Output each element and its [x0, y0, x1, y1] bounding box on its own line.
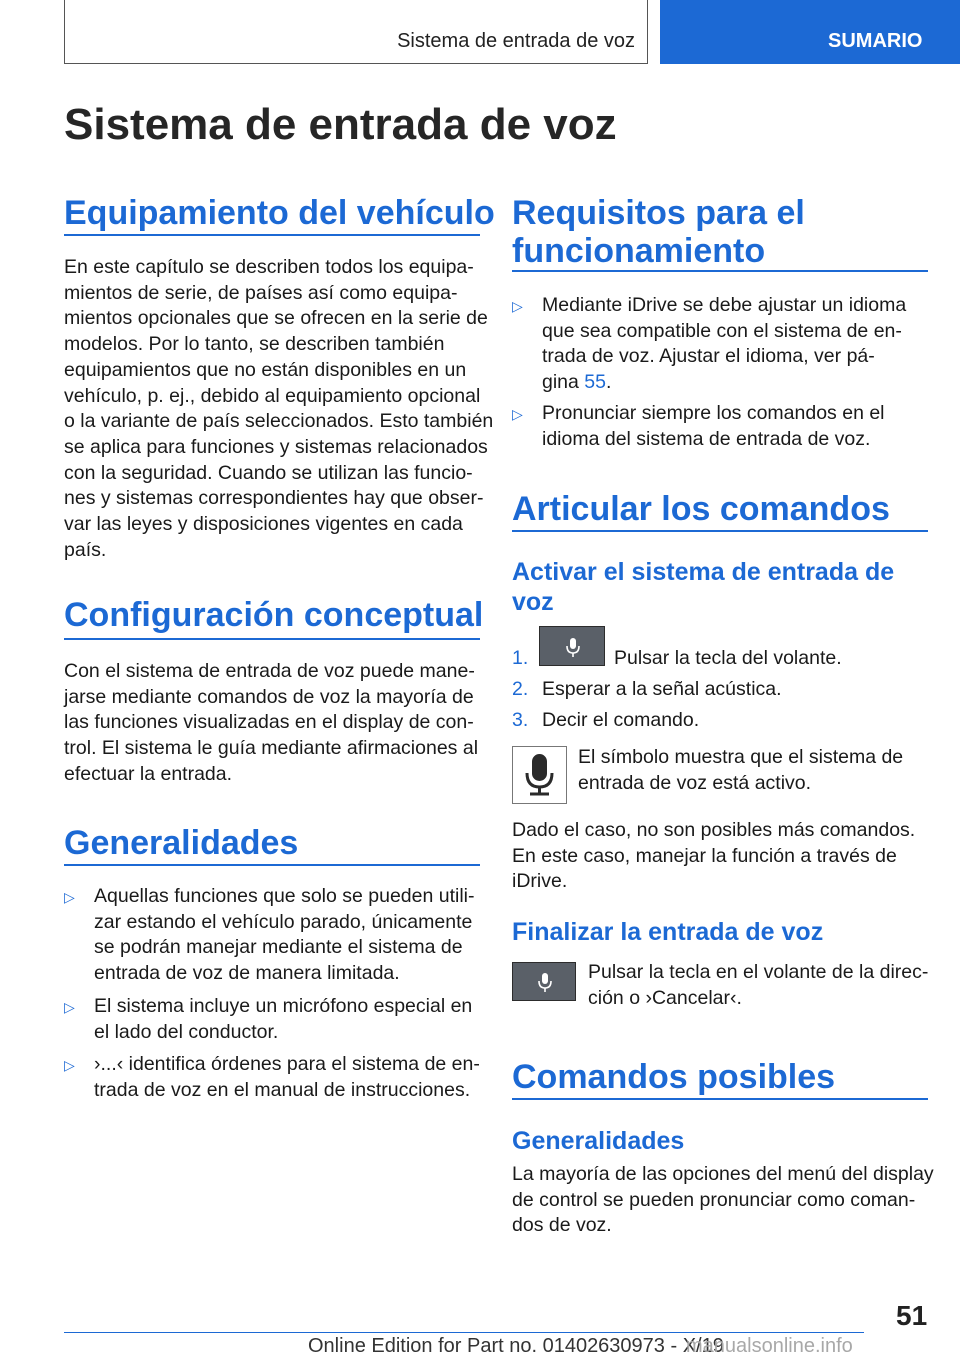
- header-section-box: [64, 0, 648, 64]
- edition-footer: Online Edition for Part no. 01402630973 - X/19: [308, 1335, 724, 1357]
- dado-paragraph: Dado el caso, no son posibles más comandos. En este caso, manejar la función a través de iDrive.: [512, 819, 916, 893]
- generalidades-heading: Generalidades: [64, 824, 299, 862]
- section-rule: [512, 270, 928, 272]
- generalidades-paragraph: La mayoría de las opciones del menú del display de control se pueden pronunciar como coman‐ dos de voz.: [512, 1163, 934, 1237]
- sumario-button[interactable]: [660, 0, 960, 64]
- generalidades-subheading: Generalidades: [512, 1127, 685, 1155]
- page-title: Sistema de entrada de voz: [64, 100, 617, 149]
- page-link[interactable]: 55: [584, 370, 606, 393]
- finalizar-paragraph: Pulsar la tecla en el volante de la direc‐ ción o ›Cancelar‹.: [588, 961, 929, 1009]
- symbol-note: El símbolo muestra que el sistema de entrada de voz está activo.: [578, 746, 904, 794]
- configuracion-heading: Configuración conceptual: [64, 596, 484, 634]
- equipamiento-paragraph: En este capítulo se describen todos los equipa‐ mientos de serie, de países así como equipa‐ mientos opcionales que se ofrecen en la serie de modelos. Por lo tanto, se describen también equipamientos que no están disponibles en un vehículo, p. ej., debido al equipamiento opcional o la variante de país seleccionados. Esto también se aplica para funciones y sistemas relacionados con la seguridad. Cuando se utilizan las funcio‐ nes y sistemas correspondientes hay que obser‐ var las leyes y disposiciones vigentes en cada país.: [64, 256, 494, 561]
- configuracion-paragraph: Con el sistema de entrada de voz puede mane‐ jarse mediante comandos de voz la mayoría de las funciones visualizadas en el display de con‐ trol. El sistema le guía mediante afirmaciones al efectuar la entrada.: [64, 660, 479, 785]
- triangle-right-icon: ▷: [64, 1057, 75, 1073]
- triangle-right-icon: ▷: [64, 889, 75, 905]
- voice-button-icon: [512, 962, 576, 1001]
- triangle-right-icon: ▷: [512, 406, 523, 422]
- sumario-label: SUMARIO: [828, 30, 923, 52]
- section-rule: [512, 530, 928, 532]
- triangle-right-icon: ▷: [64, 999, 75, 1015]
- section-rule: [64, 234, 480, 236]
- header-section-title: Sistema de entrada de voz: [397, 30, 635, 52]
- comandos-heading: Comandos posibles: [512, 1058, 836, 1096]
- voice-button-icon: [539, 626, 605, 666]
- section-rule: [512, 1098, 928, 1100]
- footer-rule: [64, 1332, 864, 1333]
- activar-heading: Activar el sistema de entrada de voz: [512, 558, 895, 616]
- section-rule: [64, 638, 480, 640]
- articular-heading: Articular los comandos: [512, 490, 890, 528]
- watermark: manualsonline.info: [686, 1335, 853, 1357]
- equipamiento-heading: Equipamiento del vehículo: [64, 194, 495, 232]
- page-number: 51: [896, 1300, 928, 1331]
- triangle-right-icon: ▷: [512, 298, 523, 314]
- section-rule: [64, 864, 480, 866]
- finalizar-heading: Finalizar la entrada de voz: [512, 918, 824, 946]
- requisitos-heading: Requisitos para el funcionamiento: [512, 194, 805, 270]
- microphone-icon: [512, 746, 567, 804]
